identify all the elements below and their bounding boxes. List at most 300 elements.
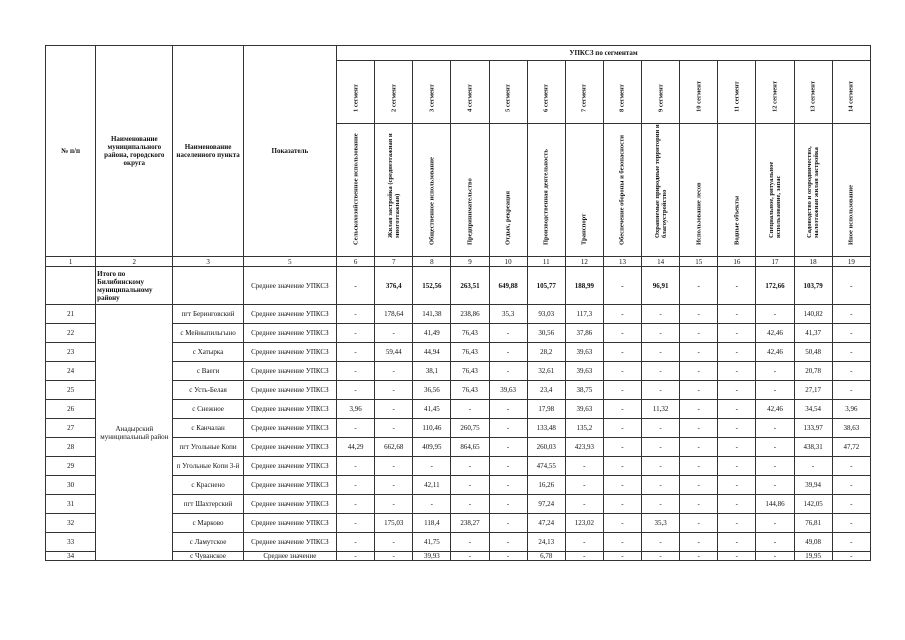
value-cell: - <box>832 324 870 343</box>
table-row <box>46 305 871 324</box>
column-number-cell: 6 <box>337 257 375 267</box>
value-cell: 27,17 <box>794 381 832 400</box>
value-cell: - <box>680 362 718 381</box>
value-cell: - <box>451 533 489 552</box>
value-cell: - <box>337 495 375 514</box>
value-cell: 16,26 <box>527 476 565 495</box>
segment-number-label: 12 сегмент <box>771 80 779 112</box>
value-cell: - <box>718 400 756 419</box>
value-cell: - <box>642 305 680 324</box>
segment-number-header <box>756 61 794 124</box>
value-cell: - <box>603 305 641 324</box>
value-cell: - <box>489 400 527 419</box>
value-cell: 41,75 <box>413 533 451 552</box>
value-cell: 47,72 <box>832 438 870 457</box>
segment-number-label: 9 сегмент <box>657 84 665 112</box>
value-cell: 110,46 <box>413 419 451 438</box>
value-cell: - <box>337 362 375 381</box>
segment-number-header <box>337 61 375 124</box>
value-cell: 41,37 <box>794 324 832 343</box>
value-cell: 38,75 <box>565 381 603 400</box>
value-cell: - <box>603 476 641 495</box>
value-cell: 76,81 <box>794 514 832 533</box>
value-cell: - <box>718 457 756 476</box>
value-cell: - <box>718 514 756 533</box>
value-cell: - <box>489 324 527 343</box>
segment-number-label: 10 сегмент <box>695 80 703 112</box>
value-cell: 6,78 <box>527 552 565 561</box>
value-cell: - <box>680 305 718 324</box>
value-cell: - <box>375 495 413 514</box>
value-cell: - <box>603 533 641 552</box>
value-cell: 39,93 <box>413 552 451 561</box>
value-cell: - <box>565 457 603 476</box>
value-cell: 44,94 <box>413 343 451 362</box>
value-cell: - <box>451 457 489 476</box>
row-number-cell: 24 <box>46 362 96 381</box>
column-number-cell: 18 <box>794 257 832 267</box>
value-cell: - <box>375 533 413 552</box>
settlement-cell: пгт Беринговский <box>173 305 243 324</box>
value-cell: 35,3 <box>642 514 680 533</box>
value-cell: 133,97 <box>794 419 832 438</box>
segment-name-label: Отдых, рекреация <box>504 190 512 245</box>
row-number-cell: 21 <box>46 305 96 324</box>
value-cell: - <box>832 343 870 362</box>
segment-number-label: 3 сегмент <box>428 84 436 112</box>
indicator-cell: Среднее значение УПКСЗ <box>243 305 336 324</box>
value-cell: 38,63 <box>832 419 870 438</box>
value-cell: - <box>718 495 756 514</box>
segment-number-header <box>642 61 680 124</box>
indicator-cell: Среднее значение УПКСЗ <box>243 457 336 476</box>
segment-name-header <box>603 124 641 257</box>
value-cell: - <box>642 381 680 400</box>
value-cell: 123,02 <box>565 514 603 533</box>
value-cell: - <box>337 476 375 495</box>
value-cell: - <box>680 495 718 514</box>
value-cell: 175,03 <box>375 514 413 533</box>
row-number-cell: 25 <box>46 381 96 400</box>
value-cell: 96,91 <box>642 267 680 305</box>
column-number-cell: 11 <box>527 257 565 267</box>
settlement-cell: с Краснено <box>173 476 243 495</box>
value-cell: - <box>603 495 641 514</box>
segment-name-header <box>756 124 794 257</box>
column-number-cell: 16 <box>718 257 756 267</box>
value-cell: - <box>642 362 680 381</box>
value-cell: - <box>680 438 718 457</box>
segment-number-label: 6 сегмент <box>542 84 550 112</box>
value-cell: 39,94 <box>794 476 832 495</box>
segment-name-label: Общественное использование <box>428 157 436 245</box>
value-cell: 41,49 <box>413 324 451 343</box>
segment-name-header <box>451 124 489 257</box>
value-cell: 140,82 <box>794 305 832 324</box>
value-cell: - <box>642 457 680 476</box>
value-cell: 152,56 <box>413 267 451 305</box>
value-cell: 263,51 <box>451 267 489 305</box>
value-cell: 37,86 <box>565 324 603 343</box>
value-cell: - <box>337 514 375 533</box>
value-cell: 38,1 <box>413 362 451 381</box>
value-cell: 17,98 <box>527 400 565 419</box>
value-cell: - <box>603 362 641 381</box>
value-cell: 135,2 <box>565 419 603 438</box>
value-cell: - <box>489 362 527 381</box>
value-cell: - <box>680 552 718 561</box>
value-cell: 93,03 <box>527 305 565 324</box>
segment-name-header <box>375 124 413 257</box>
column-number-cell: 13 <box>603 257 641 267</box>
segment-name-header <box>642 124 680 257</box>
col-indicator-header: Показатель <box>243 46 336 257</box>
value-cell: - <box>832 381 870 400</box>
value-cell: 59,44 <box>375 343 413 362</box>
value-cell: 28,2 <box>527 343 565 362</box>
value-cell: 76,43 <box>451 343 489 362</box>
value-cell: - <box>718 552 756 561</box>
row-number-cell: 33 <box>46 533 96 552</box>
value-cell: 41,45 <box>413 400 451 419</box>
value-cell: 188,99 <box>565 267 603 305</box>
value-cell: - <box>832 457 870 476</box>
value-cell: 142,05 <box>794 495 832 514</box>
value-cell: - <box>832 552 870 561</box>
indicator-cell: Среднее значение УПКСЗ <box>243 495 336 514</box>
segment-number-label: 11 сегмент <box>733 81 741 112</box>
segment-name-header <box>489 124 527 257</box>
settlement-cell: с Чуванское <box>173 552 243 561</box>
segment-number-header <box>413 61 451 124</box>
value-cell: - <box>603 400 641 419</box>
value-cell: 76,43 <box>451 324 489 343</box>
value-cell: - <box>451 495 489 514</box>
value-cell: - <box>489 476 527 495</box>
value-cell: - <box>451 400 489 419</box>
segment-name-label: Сельскохозяйственное использование <box>352 133 360 245</box>
row-number-cell: 27 <box>46 419 96 438</box>
settlement-cell: с Снежное <box>173 400 243 419</box>
value-cell: - <box>603 324 641 343</box>
value-cell: - <box>565 552 603 561</box>
indicator-cell: Среднее значение УПКСЗ <box>243 514 336 533</box>
value-cell: 36,56 <box>413 381 451 400</box>
value-cell: - <box>413 495 451 514</box>
segment-name-label: Производственная деятельность <box>542 149 550 245</box>
value-cell: - <box>680 267 718 305</box>
row-number-cell: 29 <box>46 457 96 476</box>
value-cell: 39,63 <box>565 362 603 381</box>
segment-number-label: 5 сегмент <box>504 84 512 112</box>
value-cell: - <box>718 305 756 324</box>
value-cell: - <box>680 343 718 362</box>
segment-number-header <box>680 61 718 124</box>
value-cell: 141,38 <box>413 305 451 324</box>
value-cell: - <box>603 457 641 476</box>
value-cell: - <box>375 362 413 381</box>
indicator-cell: Среднее значение УПКСЗ <box>243 324 336 343</box>
value-cell: - <box>642 343 680 362</box>
settlement-cell: с Хатырка <box>173 343 243 362</box>
column-number-cell: 9 <box>451 257 489 267</box>
value-cell: 47,24 <box>527 514 565 533</box>
column-number-cell: 7 <box>375 257 413 267</box>
value-cell: 49,08 <box>794 533 832 552</box>
value-cell: - <box>642 476 680 495</box>
segment-name-label: Водные объекты <box>733 195 741 245</box>
value-cell: - <box>565 533 603 552</box>
value-cell: - <box>718 438 756 457</box>
indicator-cell: Среднее значение <box>243 552 336 561</box>
segment-name-header <box>680 124 718 257</box>
segment-number-label: 1 сегмент <box>352 84 360 112</box>
value-cell: - <box>375 419 413 438</box>
value-cell: 438,31 <box>794 438 832 457</box>
value-cell: 118,4 <box>413 514 451 533</box>
value-cell: - <box>375 552 413 561</box>
segment-number-label: 7 сегмент <box>580 84 588 112</box>
value-cell: - <box>756 514 794 533</box>
value-cell: 76,43 <box>451 362 489 381</box>
segment-name-header <box>794 124 832 257</box>
value-cell: 238,86 <box>451 305 489 324</box>
segment-name-header <box>337 124 375 257</box>
value-cell: 76,43 <box>451 381 489 400</box>
row-number-cell: 22 <box>46 324 96 343</box>
table-cell <box>173 267 243 305</box>
value-cell: 42,46 <box>756 400 794 419</box>
value-cell: - <box>375 381 413 400</box>
table-cell <box>46 267 96 305</box>
settlement-cell: с Усть-Белая <box>173 381 243 400</box>
value-cell: 42,11 <box>413 476 451 495</box>
value-cell: - <box>756 533 794 552</box>
value-cell: 133,48 <box>527 419 565 438</box>
value-cell: 172,66 <box>756 267 794 305</box>
value-cell: - <box>832 267 870 305</box>
value-cell: 11,32 <box>642 400 680 419</box>
value-cell: 32,61 <box>527 362 565 381</box>
value-cell: - <box>603 419 641 438</box>
value-cell: - <box>337 324 375 343</box>
value-cell: - <box>642 438 680 457</box>
settlement-cell: с Ваеги <box>173 362 243 381</box>
indicator-cell: Среднее значение УПКСЗ <box>243 343 336 362</box>
column-number-cell: 14 <box>642 257 680 267</box>
value-cell: 662,68 <box>375 438 413 457</box>
value-cell: - <box>718 381 756 400</box>
value-cell: - <box>603 552 641 561</box>
value-cell: - <box>489 343 527 362</box>
value-cell: 238,27 <box>451 514 489 533</box>
segment-number-header <box>832 61 870 124</box>
column-number-cell: 8 <box>413 257 451 267</box>
value-cell: - <box>489 552 527 561</box>
value-cell: - <box>375 476 413 495</box>
value-cell: - <box>718 362 756 381</box>
value-cell: - <box>642 552 680 561</box>
segment-number-label: 8 сегмент <box>618 84 626 112</box>
value-cell: 144,86 <box>756 495 794 514</box>
value-cell: - <box>565 495 603 514</box>
value-cell: 23,4 <box>527 381 565 400</box>
settlement-cell: с Мейныпильгыно <box>173 324 243 343</box>
segments-group-header: УПКСЗ по сегментам <box>337 46 871 61</box>
segment-name-label: Охраняемые природные территории и благоустройство <box>653 124 668 238</box>
value-cell: - <box>756 381 794 400</box>
value-cell: 19,95 <box>794 552 832 561</box>
column-number-row <box>46 257 871 267</box>
segment-name-label: Специальное, ритуальное использование, запас <box>767 161 782 238</box>
value-cell: - <box>375 324 413 343</box>
value-cell: - <box>337 457 375 476</box>
segment-name-label: Иное использование <box>847 185 855 245</box>
value-cell: 423,93 <box>565 438 603 457</box>
indicator-cell: Среднее значение УПКСЗ <box>243 362 336 381</box>
value-cell: - <box>489 438 527 457</box>
value-cell: 376,4 <box>375 267 413 305</box>
column-number-cell: 5 <box>243 257 336 267</box>
settlement-cell: пгт Угольные Копи <box>173 438 243 457</box>
segment-number-header <box>375 61 413 124</box>
total-label: Итого по Билибинскому муниципальному району <box>96 267 173 305</box>
value-cell: - <box>642 419 680 438</box>
value-cell: - <box>718 419 756 438</box>
value-cell: 649,88 <box>489 267 527 305</box>
value-cell: 44,29 <box>337 438 375 457</box>
column-number-cell: 2 <box>96 257 173 267</box>
value-cell: - <box>642 533 680 552</box>
value-cell: 30,56 <box>527 324 565 343</box>
total-row <box>46 267 871 305</box>
column-number-cell: 12 <box>565 257 603 267</box>
segment-name-label: Садоводство и огородничество, малоэтажная жилая застройка <box>806 146 821 238</box>
column-number-cell: 10 <box>489 257 527 267</box>
value-cell: - <box>680 533 718 552</box>
value-cell: 409,95 <box>413 438 451 457</box>
segment-number-header <box>489 61 527 124</box>
segment-name-header <box>832 124 870 257</box>
column-number-cell: 15 <box>680 257 718 267</box>
value-cell: - <box>603 267 641 305</box>
value-cell: 260,75 <box>451 419 489 438</box>
segment-name-header <box>718 124 756 257</box>
indicator-cell: Среднее значение УПКСЗ <box>243 419 336 438</box>
column-number-cell: 19 <box>832 257 870 267</box>
value-cell: 864,65 <box>451 438 489 457</box>
value-cell: - <box>337 381 375 400</box>
column-number-cell: 17 <box>756 257 794 267</box>
segment-number-header <box>603 61 641 124</box>
value-cell: 105,77 <box>527 267 565 305</box>
value-cell: - <box>718 267 756 305</box>
indicator-cell: Среднее значение УПКСЗ <box>243 476 336 495</box>
value-cell: - <box>489 514 527 533</box>
value-cell: - <box>489 495 527 514</box>
segment-number-label: 4 сегмент <box>466 84 474 112</box>
value-cell: - <box>756 476 794 495</box>
segment-name-header <box>413 124 451 257</box>
value-cell: - <box>756 552 794 561</box>
value-cell: 39,63 <box>489 381 527 400</box>
value-cell: - <box>718 476 756 495</box>
segment-name-header <box>565 124 603 257</box>
value-cell: - <box>642 495 680 514</box>
indicator-cell: Среднее значение УПКСЗ <box>243 533 336 552</box>
value-cell: - <box>680 514 718 533</box>
value-cell: - <box>756 362 794 381</box>
indicator-cell: Среднее значение УПКСЗ <box>243 267 336 305</box>
value-cell: - <box>337 267 375 305</box>
segment-number-label: 14 сегмент <box>847 80 855 112</box>
value-cell: - <box>375 457 413 476</box>
value-cell: - <box>756 305 794 324</box>
value-cell: - <box>337 305 375 324</box>
value-cell: - <box>680 457 718 476</box>
value-cell: - <box>680 400 718 419</box>
settlement-cell: п Угольные Копи 3-й <box>173 457 243 476</box>
value-cell: - <box>718 324 756 343</box>
settlement-cell: пгт Шахтерский <box>173 495 243 514</box>
value-cell: - <box>337 343 375 362</box>
value-cell: - <box>603 514 641 533</box>
value-cell: 178,64 <box>375 305 413 324</box>
row-number-cell: 31 <box>46 495 96 514</box>
value-cell: - <box>451 476 489 495</box>
segment-name-header <box>527 124 565 257</box>
value-cell: - <box>337 419 375 438</box>
value-cell: - <box>680 381 718 400</box>
value-cell: - <box>603 438 641 457</box>
settlement-cell: с Ламутское <box>173 533 243 552</box>
segment-name-label: Транспорт <box>580 213 588 245</box>
indicator-cell: Среднее значение УПКСЗ <box>243 381 336 400</box>
value-cell: - <box>794 457 832 476</box>
value-cell: - <box>375 400 413 419</box>
value-cell: 24,13 <box>527 533 565 552</box>
value-cell: - <box>832 362 870 381</box>
district-cell: Анадырский муниципальный район <box>96 305 173 561</box>
row-number-cell: 23 <box>46 343 96 362</box>
value-cell: 50,48 <box>794 343 832 362</box>
value-cell: 3,96 <box>832 400 870 419</box>
col-settlement-header: Наименование населенного пункта <box>173 46 243 257</box>
value-cell: 35,3 <box>489 305 527 324</box>
row-number-cell: 28 <box>46 438 96 457</box>
segment-name-label: Жилая застройка (среднеэтажная и многоэтажная) <box>386 133 401 238</box>
row-number-cell: 32 <box>46 514 96 533</box>
settlement-cell: с Канчалан <box>173 419 243 438</box>
value-cell: - <box>832 476 870 495</box>
value-cell: - <box>413 457 451 476</box>
value-cell: - <box>832 305 870 324</box>
value-cell: 103,79 <box>794 267 832 305</box>
value-cell: 260,03 <box>527 438 565 457</box>
value-cell: 42,46 <box>756 324 794 343</box>
value-cell: - <box>756 438 794 457</box>
value-cell: - <box>756 457 794 476</box>
value-cell: - <box>680 324 718 343</box>
value-cell: - <box>489 533 527 552</box>
value-cell: 34,54 <box>794 400 832 419</box>
segment-name-label: Предпринимательство <box>466 178 474 245</box>
value-cell: - <box>642 324 680 343</box>
value-cell: - <box>832 514 870 533</box>
value-cell: - <box>489 419 527 438</box>
segment-number-label: 13 сегмент <box>809 80 817 112</box>
column-number-cell: 3 <box>173 257 243 267</box>
